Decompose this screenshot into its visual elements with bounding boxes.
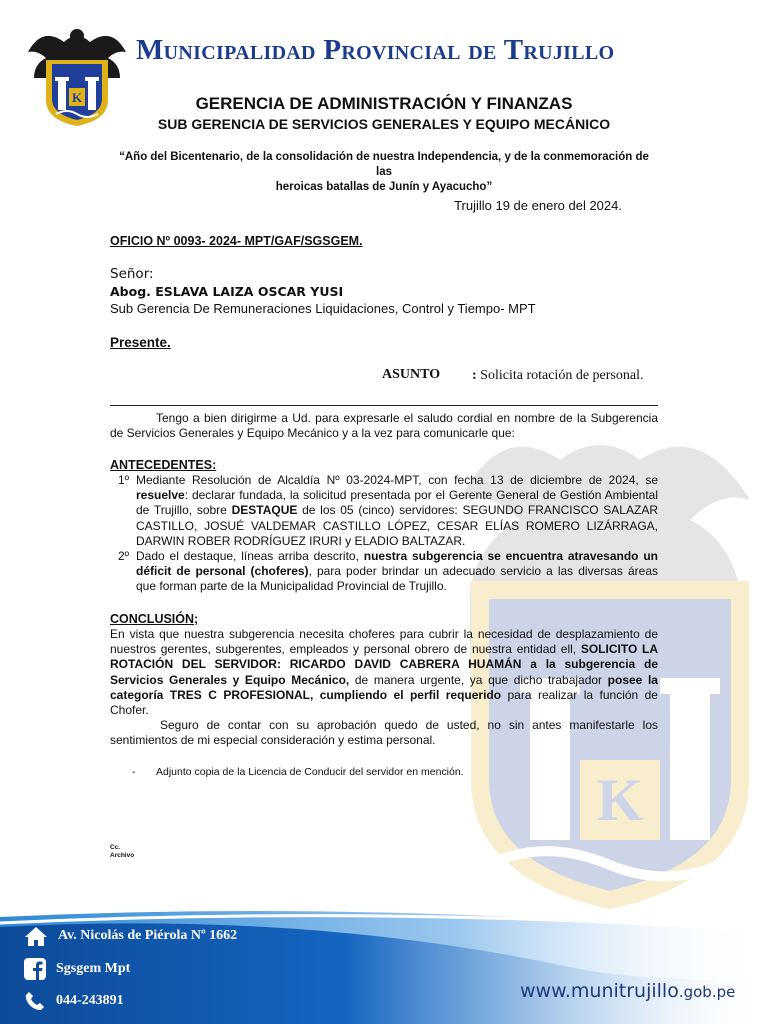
item-number: 2º <box>118 549 130 563</box>
footer-facebook-text: Sgsgem Mpt <box>56 961 131 976</box>
letter-reference: OFICIO Nº 0093- 2024- MPT/GAF/SGSGEM. <box>110 234 363 248</box>
item-text-bold: DESTAQUE <box>231 503 298 518</box>
year-motto-line-1: “Año del Bicentenario, de la consolidación de nuestra Independencia, y de la conmemoración de las <box>119 151 649 178</box>
item-text-bold: nuestra subgerencia se encuentra atravesando un déficit de personal (choferes) <box>136 549 658 579</box>
item-text: de los 05 (cinco) servidores: SEGUNDO FRANCISCO SALAZAR CASTILLO, JOSUÉ VALDEMAR CASTILLO LÓPEZ, CESAR ELÍAS ROMERO LIZÁRRAGA, DARWIN ROBER RODRÍGUEZ IRURI y ELADIO BALTAZAR. <box>136 503 658 548</box>
subject-value <box>472 368 643 384</box>
cc-block <box>110 844 134 860</box>
intro-paragraph: Tengo a bien dirigirme a Ud. para expresarle el saludo cordial en nombre de la Subgerencia de Servicios Generales y Equipo Mecánico y a la vez para comunicarle que: <box>110 411 658 441</box>
municipality-title: Municipalidad Provincial de Trujillo <box>136 34 615 66</box>
presente-label: Presente. <box>110 335 171 350</box>
phone-icon <box>24 990 46 1012</box>
year-motto-line-2: heroicas batallas de Junín y Ayacucho” <box>275 181 493 193</box>
footer-address <box>24 925 237 947</box>
footer-facebook[interactable] <box>24 958 130 980</box>
attachment-bullet: - <box>132 766 136 778</box>
svg-text:K: K <box>596 767 644 833</box>
conclusion-text-bold: SOLICITO LA ROTACIÓN DEL SERVIDOR: RICARDO DAVID CABRERA HUAMÁN a la subgerencia de Servicios Generales y Equipo Mecánico, <box>110 642 659 687</box>
conclusion-heading: CONCLUSIÓN; <box>110 612 199 626</box>
footer-phone-text: 044-243891 <box>56 993 124 1008</box>
antecedent-item-1 <box>118 473 658 549</box>
item-number: 1º <box>118 473 130 487</box>
home-icon <box>24 925 48 947</box>
antecedent-item-2 <box>118 549 658 595</box>
item-text: , para poder brindar un adecuado servicio a las diversas áreas que forman parte de la Municipalidad Provincial de Trujillo. <box>136 564 659 594</box>
antecedentes-heading: ANTECEDENTES: <box>110 458 217 472</box>
conclusion-text: de manera urgente, ya que dicho trabajador <box>349 672 608 687</box>
salutation: Señor: <box>110 266 154 282</box>
facebook-icon <box>24 958 46 980</box>
department-title: GERENCIA DE ADMINISTRACIÓN Y FINANZAS <box>195 94 573 113</box>
website-link[interactable] <box>520 980 735 1002</box>
subject-text: Solicita rotación de personal. <box>480 368 644 383</box>
website-suffix: .gob.pe <box>678 983 736 1001</box>
footer-phone <box>24 990 124 1012</box>
item-text: : declarar fundada, la solicitud presentada por el Gerente General de Gestión Ambiental de Trujillo, sobre <box>136 488 658 518</box>
letter-date: Trujillo 19 de enero del 2024. <box>454 198 622 213</box>
conclusion-text: En vista que nuestra subgerencia necesita choferes para cubrir la necesidad de desplazamiento de nuestros gerentes, subgerentes, empleados y personal obrero de nuestra entidad ell, <box>110 627 658 657</box>
cc-label: Cc. <box>110 844 121 851</box>
subject-label: ASUNTO <box>382 367 441 382</box>
website-main: www.munitrujillo <box>520 980 679 1002</box>
item-text: Mediante Resolución de Alcaldía Nº 03-2024-MPT, con fecha 13 de diciembre de 2024, se <box>136 473 658 487</box>
item-text-bold: resuelve <box>136 488 185 503</box>
addressee-office: Sub Gerencia De Remuneraciones Liquidaciones, Control y Tiempo- MPT <box>110 301 536 316</box>
footer-address-text: Av. Nicolás de Piérola Nº 1662 <box>58 928 238 943</box>
divider-line <box>110 405 658 406</box>
year-motto <box>110 150 658 195</box>
subject-colon: : <box>472 368 477 383</box>
crest-letter: K <box>71 90 83 105</box>
conclusion-text-bold: posee la categoría TRES C PROFESIONAL, cumpliendo el perfil requerido <box>110 672 658 702</box>
subdepartment-title: SUB GERENCIA DE SERVICIOS GENERALES Y EQUIPO MECÁNICO <box>157 116 611 132</box>
attachment-text: Adjunto copia de la Licencia de Conducir del servidor en mención. <box>156 766 464 778</box>
closing-paragraph: Seguro de contar con su aprobación quedo de usted, no sin antes manifestarle los sentimientos de mi especial consideración y estima personal. <box>110 718 658 748</box>
cc-archive: Archivo <box>110 852 135 859</box>
addressee-name: Abog. ESLAVA LAIZA OSCAR YUSI <box>110 284 344 299</box>
conclusion-paragraph <box>110 627 658 718</box>
item-text: Dado el destaque, líneas arriba descrito, <box>136 549 364 563</box>
conclusion-text: para realizar la función de Chofer. <box>110 687 658 718</box>
